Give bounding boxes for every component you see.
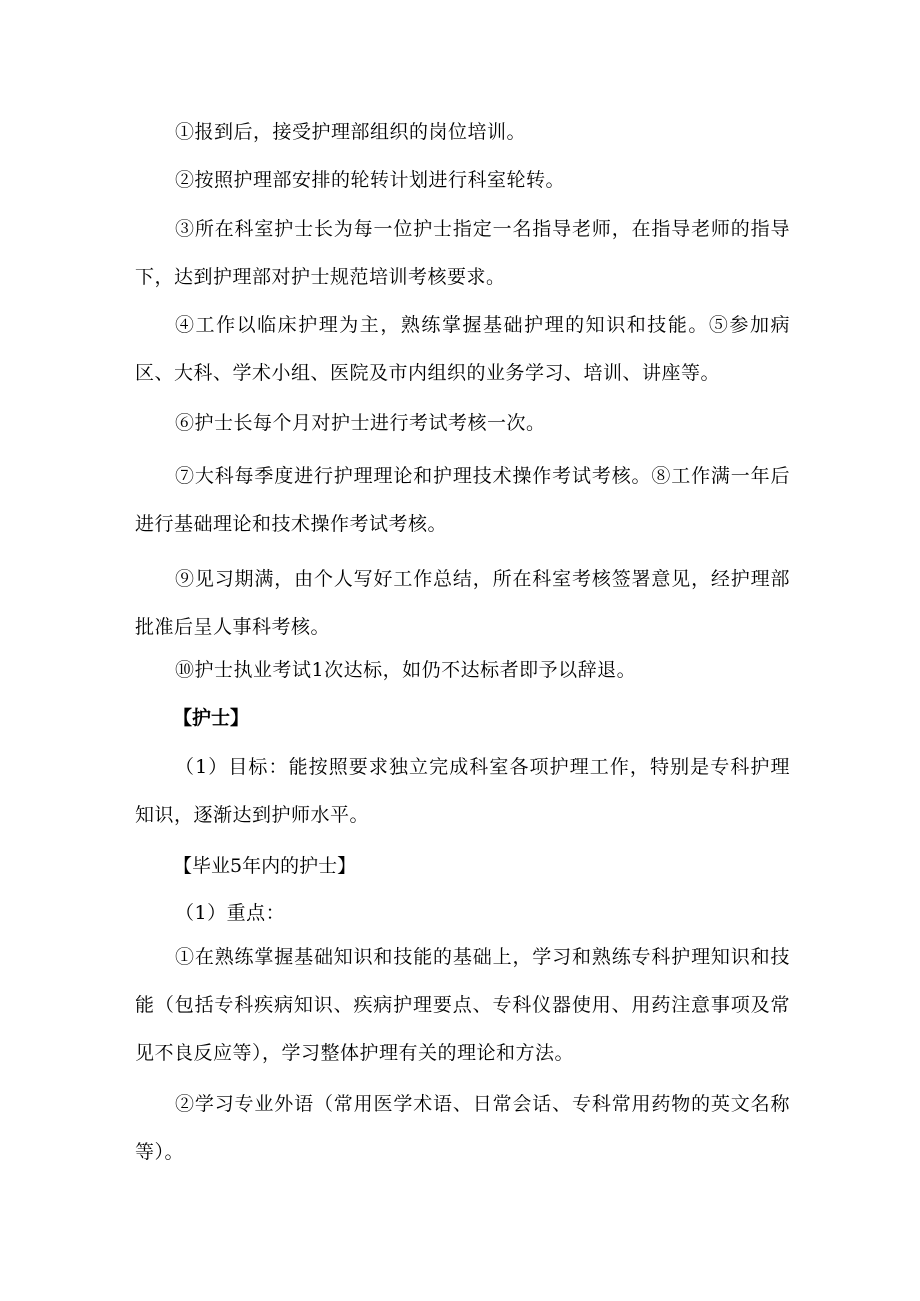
paragraph-item-10: ⑩护士执业考试1次达标，如仍不达标者即予以辞退。 xyxy=(175,659,637,681)
paragraph-focus: （1）重点： xyxy=(175,902,286,924)
paragraph-item-4-5: ④工作以临床护理为主，熟练掌握基础护理的知识和技能。⑤参加病区、大科、学术小组、医院及市内组织的业务学习、培训、讲座等。 xyxy=(135,314,790,384)
paragraph-item-9: ⑨见习期满，由个人写好工作总结，所在科室考核签署意见，经护理部批准后呈人事科考核。 xyxy=(135,568,790,638)
paragraph-item-6: ⑥护士长每个月对护士进行考试考核一次。 xyxy=(175,412,546,434)
paragraph-focus-item-1: ①在熟练掌握基础知识和技能的基础上，学习和熟练专科护理知识和技能（包括专科疾病知识、疾病护理要点、专科仪器使用、用药注意事项及常见不良反应等），学习整体护理有关的理论和方法。 xyxy=(135,946,790,1064)
paragraph-item-3: ③所在科室护士长为每一位护士指定一名指导老师，在指导老师的指导下，达到护理部对护士规范培训考核要求。 xyxy=(135,218,790,288)
paragraph-item-1: ①报到后，接受护理部组织的岗位培训。 xyxy=(175,121,527,143)
paragraph-item-2: ②按照护理部安排的轮转计划进行科室轮转。 xyxy=(175,169,566,191)
paragraph-focus-item-2: ②学习专业外语（常用医学术语、日常会话、专科常用药物的英文名称等）。 xyxy=(135,1093,790,1163)
section-heading-nurse: 【护士】 xyxy=(173,707,250,729)
paragraph-goal: （1）目标：能按照要求独立完成科室各项护理工作，特别是专科护理知识，逐渐达到护师水平。 xyxy=(135,756,790,826)
section-heading-five-years: 【毕业5年内的护士】 xyxy=(173,855,357,877)
paragraph-item-7-8: ⑦大科每季度进行护理理论和护理技术操作考试考核。⑧工作满一年后进行基础理论和技术操作考试考核。 xyxy=(135,465,790,535)
